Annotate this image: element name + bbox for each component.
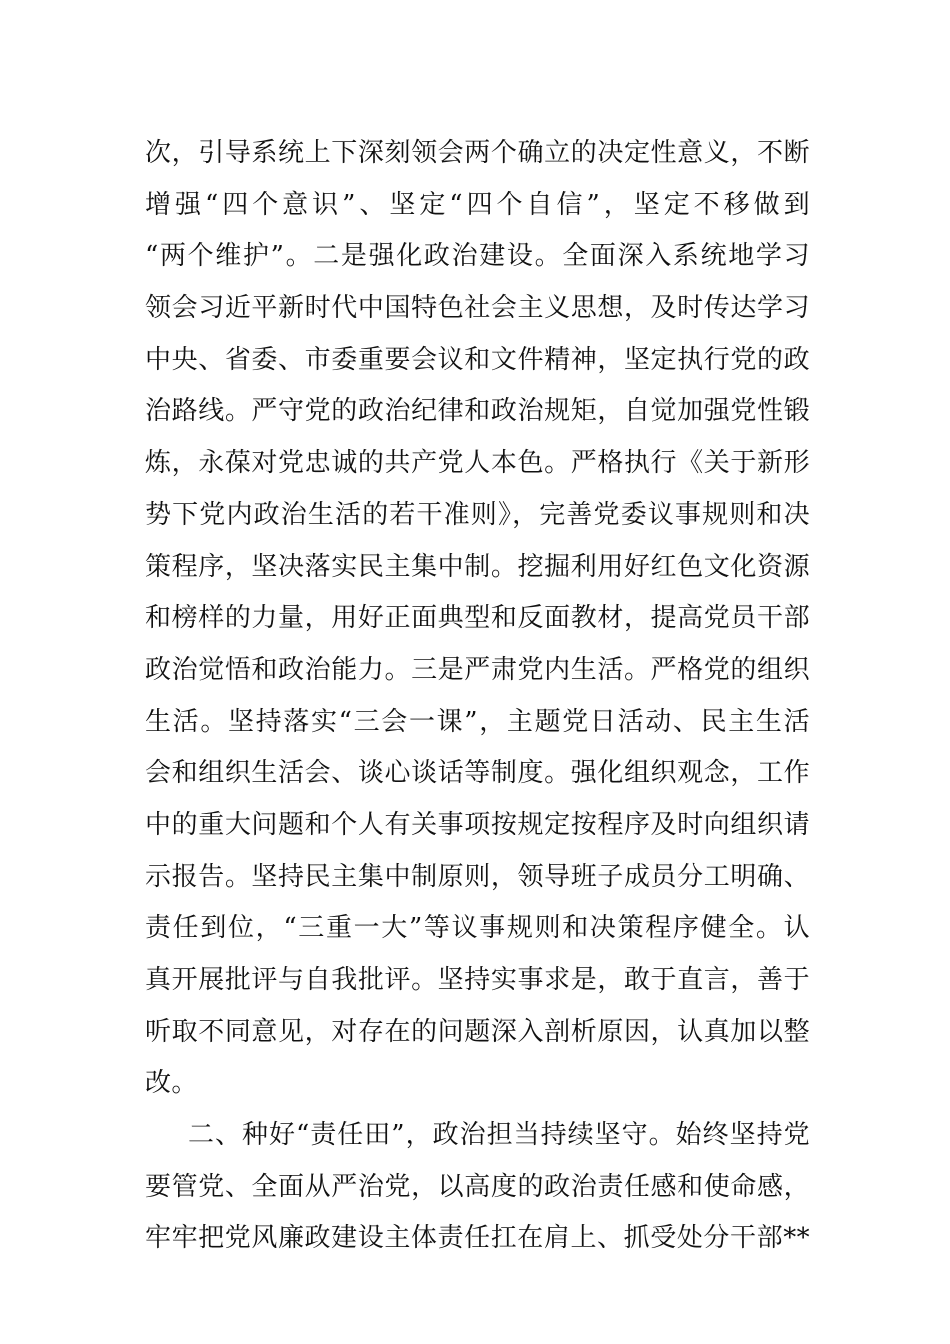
paragraph-start-line: 二、种好“责任田”，政治担当持续坚守。始终坚持党 <box>188 1120 810 1151</box>
text-line: 真开展批评与自我批评。坚持实事求是，敢于直言，善于 <box>145 965 810 995</box>
text-line: 示报告。坚持民主集中制原则，领导班子成员分工明确、 <box>145 861 810 892</box>
text-line: “两个维护”。二是强化政治建设。全面深入系统地学习 <box>145 241 810 272</box>
text-line: 势下党内政治生活的若干准则》，完善党委议事规则和决 <box>145 499 810 530</box>
text-line: 责任到位，“三重一大”等议事规则和决策程序健全。认 <box>145 913 810 944</box>
text-line: 炼，永葆对党忠诚的共产党人本色。严格执行《关于新形 <box>145 448 810 479</box>
text-line: 听取不同意见，对存在的问题深入剖析原因，认真加以整 <box>145 1016 810 1047</box>
text-line: 会和组织生活会、谈心谈话等制度。强化组织观念，工作 <box>145 758 810 789</box>
text-line: 次，引导系统上下深刻领会两个确立的决定性意义，不断 <box>145 138 810 168</box>
text-line: 增强“四个意识”、坚定“四个自信”，坚定不移做到 <box>145 189 810 220</box>
text-line: 要管党、全面从严治党，以高度的政治责任感和使命感， <box>145 1171 810 1202</box>
text-line: 和榜样的力量，用好正面典型和反面教材，提高党员干部 <box>145 603 810 634</box>
text-line: 中的重大问题和个人有关事项按规定按程序及时向组织请 <box>145 809 810 840</box>
text-line: 策程序，坚决落实民主集中制。挖掘利用好红色文化资源 <box>145 551 810 582</box>
text-line: 治路线。严守党的政治纪律和政治规矩，自觉加强党性锻 <box>145 396 810 427</box>
text-line: 领会习近平新时代中国特色社会主义思想，及时传达学习 <box>145 293 810 324</box>
text-line: 生活。坚持落实“三会一课”，主题党日活动、民主生活 <box>145 706 810 737</box>
text-line: 牢牢把党风廉政建设主体责任扛在肩上、抓受处分干部** <box>145 1223 810 1254</box>
text-line: 改。 <box>145 1068 198 1099</box>
text-line: 中央、省委、市委重要会议和文件精神，坚定执行党的政 <box>145 344 810 375</box>
document-body <box>145 128 810 1265</box>
text-line: 政治觉悟和政治能力。三是严肃党内生活。严格党的组织 <box>145 654 810 685</box>
